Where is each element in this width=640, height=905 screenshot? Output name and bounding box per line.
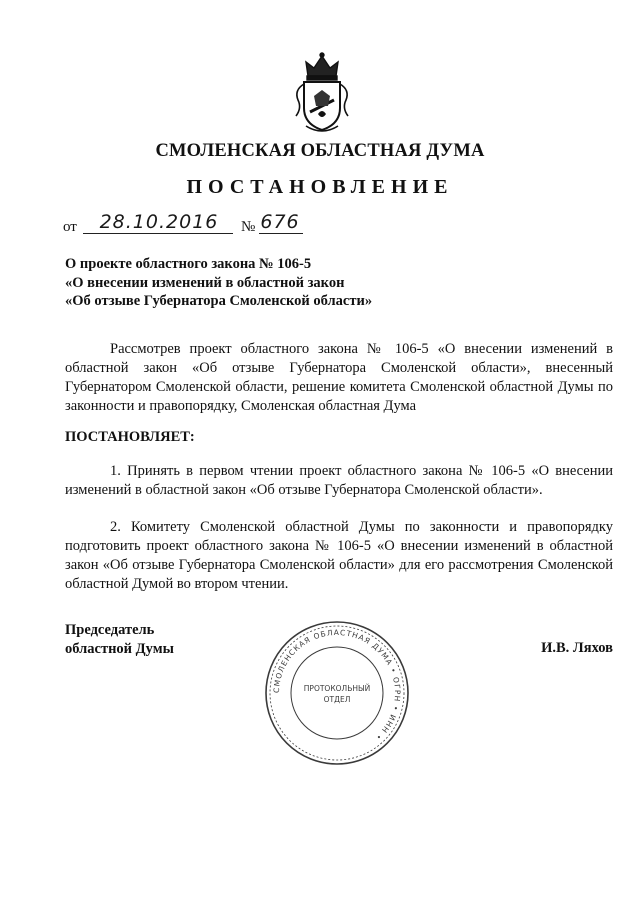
official-stamp bbox=[262, 618, 412, 768]
signer-position-line: Председатель bbox=[65, 622, 155, 638]
resolution-item: 2. Комитету Смоленской областной Думы по законности и правопорядку подготовить проект областного закона № 106-5 «О внесении изменений в областной закон «Об отзыве Губернатора Смоленской области» для его рассмотрения Смоленской областной Думой во втором чтении. bbox=[65, 519, 613, 592]
preamble-paragraph: Рассмотрев проект областного закона № 106-5 «О внесении изменений в областной закон «Об отзыве Губернатора Смоленской области», внесенный Губернатором Смоленской области, решение комитета Смоленской областной Думы по законности и правопорядку, Смоленская областная Дума bbox=[65, 341, 613, 414]
registration-line bbox=[63, 211, 343, 241]
stamp-ring-text: СМОЛЕНСКАЯ ОБЛАСТНАЯ ДУМА • ОГРН • ИНН • bbox=[271, 627, 403, 743]
number-sign: № bbox=[241, 219, 256, 235]
document-type-heading: ПОСТАНОВЛЕНИЕ bbox=[186, 176, 454, 198]
crown-icon bbox=[306, 53, 338, 80]
signer-position-line: областной Думы bbox=[65, 641, 174, 657]
subject-line: «О внесении изменений в областной закон bbox=[65, 274, 345, 291]
subject-line: О проекте областного закона № 106-5 bbox=[65, 256, 312, 272]
coat-of-arms-emblem bbox=[292, 50, 352, 134]
organization-title: СМОЛЕНСКАЯ ОБЛАСТНАЯ ДУМА bbox=[155, 141, 485, 161]
stamp-inner-text-line2: ОТДЕЛ bbox=[323, 695, 351, 704]
resolution-item: 1. Принять в первом чтении проект областного закона № 106-5 «О внесении изменений в областной закон «Об отзыве Губернатора Смоленской области». bbox=[65, 463, 613, 498]
subject-line: «Об отзыве Губернатора Смоленской области» bbox=[65, 293, 373, 310]
shield-icon bbox=[304, 82, 340, 130]
document-date: 28.10.2016 bbox=[99, 211, 219, 233]
date-underline bbox=[83, 233, 233, 234]
number-underline bbox=[259, 233, 303, 234]
date-prefix: от bbox=[63, 219, 77, 235]
document-subject bbox=[65, 255, 485, 311]
stamp-inner-text-line1: ПРОТОКОЛЬНЫЙ bbox=[303, 684, 371, 693]
signer-name: И.В. Ляхов bbox=[541, 640, 613, 656]
document-number: 676 bbox=[260, 211, 300, 233]
resolves-heading: ПОСТАНОВЛЯЕТ: bbox=[65, 429, 195, 445]
signer-position bbox=[65, 621, 265, 659]
